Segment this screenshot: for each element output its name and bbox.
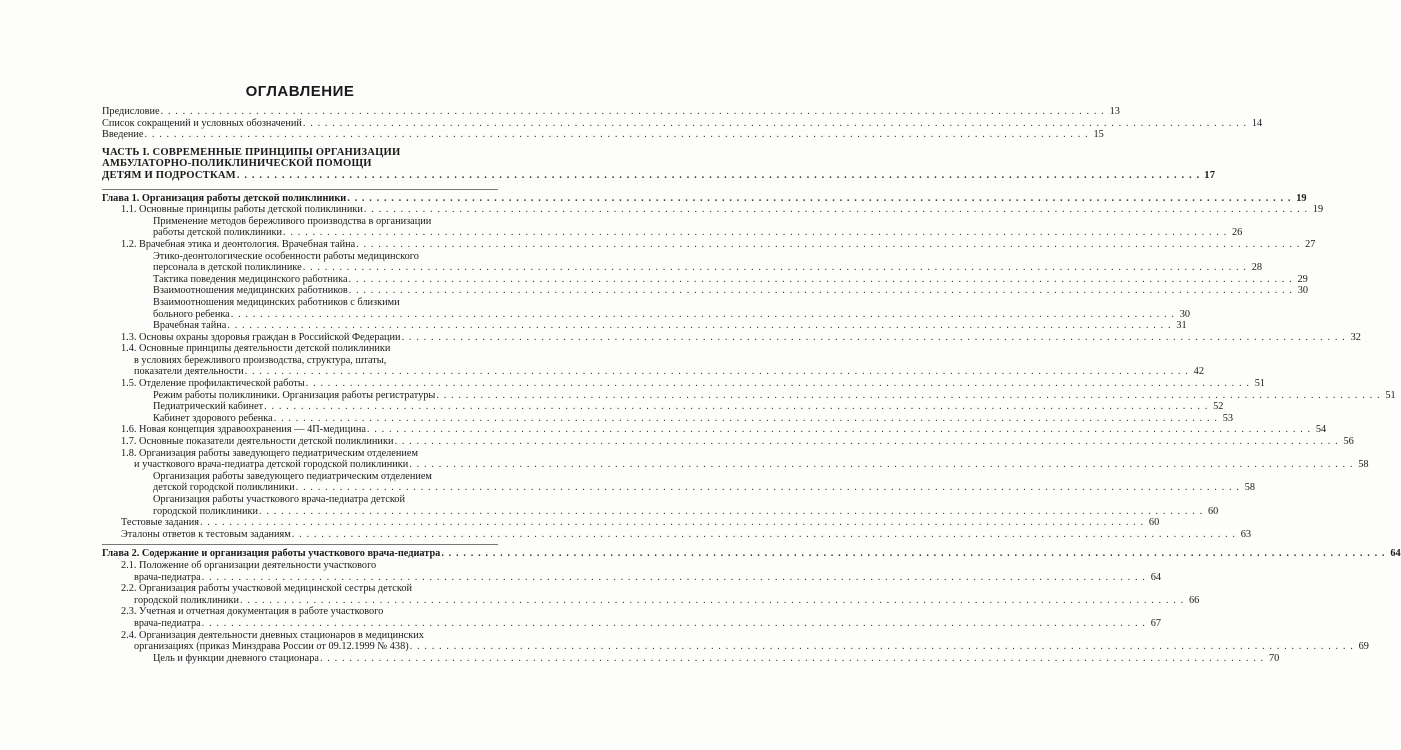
dot-leader <box>245 366 1189 378</box>
toc-page-number: 30 <box>1297 285 1308 297</box>
toc-entry[interactable] <box>102 129 1104 141</box>
toc-page-number: 31 <box>1176 320 1187 332</box>
toc-page-number: 14 <box>1251 117 1263 129</box>
toc-entry-text: работы детской поликлиники <box>153 227 283 239</box>
toc-chapter[interactable] <box>102 548 1401 560</box>
toc-entry-text: Врачебная тайна <box>153 320 227 332</box>
toc-entry[interactable] <box>102 424 1327 436</box>
dot-leader <box>349 274 1293 286</box>
toc-entry-text: Организация работы заведующего педиатрическим отделением <box>153 470 432 482</box>
toc-entry[interactable] <box>102 583 1200 606</box>
toc-entry[interactable] <box>102 528 1252 541</box>
toc-entry-text: 1.2. Врачебная этика и деонтология. Врачебная тайна <box>121 238 356 250</box>
toc-entry[interactable] <box>102 378 1266 390</box>
toc-page-number: 13 <box>1109 106 1120 117</box>
dot-leader <box>410 641 1354 653</box>
toc-entry[interactable] <box>102 606 1161 629</box>
toc-entry[interactable] <box>102 331 1361 344</box>
toc-entry[interactable] <box>102 106 1120 118</box>
toc-entry-text: Цель и функции дневного стационара <box>153 652 319 664</box>
dot-leader <box>402 332 1346 344</box>
toc-page-number: 58 <box>1358 459 1369 471</box>
toc-page-number: 17 <box>1204 169 1216 181</box>
toc-entry-text: Эталоны ответов к тестовым заданиям <box>121 528 291 540</box>
toc-entry-text: Предисловие <box>102 106 160 117</box>
toc-entry[interactable] <box>102 285 1308 297</box>
toc-page-number: 15 <box>1093 129 1104 141</box>
toc-entry-text: Список сокращений и условных обозначений <box>102 117 302 129</box>
toc-page-number: 67 <box>1150 617 1161 629</box>
toc-page-number: 29 <box>1297 273 1308 285</box>
toc-page-number: 63 <box>1240 528 1252 540</box>
toc-entry[interactable] <box>102 494 1219 517</box>
toc-chapter[interactable] <box>102 192 1307 205</box>
toc-page-number: 51 <box>1385 389 1396 401</box>
toc-page-number: 54 <box>1315 424 1327 436</box>
dot-leader <box>367 424 1311 436</box>
toc-entry[interactable] <box>102 250 1262 274</box>
dot-leader <box>274 413 1218 425</box>
toc-entry[interactable] <box>102 652 1280 665</box>
toc-entry-text: организациях (приказ Минздрава России от 09.12.1999 № 438) <box>134 641 409 653</box>
dot-leader <box>200 517 1144 529</box>
toc-entry-text: врача-педиатра <box>134 617 201 629</box>
toc-entry[interactable] <box>102 204 1324 216</box>
toc-entry[interactable] <box>102 343 1204 378</box>
dot-leader <box>349 285 1293 297</box>
toc-page-number: 32 <box>1350 331 1361 343</box>
toc-page-number: 26 <box>1232 227 1243 239</box>
toc-entry-text: 1.5. Отделение профилактической работы <box>121 378 305 390</box>
toc-entry[interactable] <box>102 412 1234 425</box>
toc-entry[interactable] <box>102 559 1161 583</box>
toc-entry-text: 1.6. Новая концепция здравоохранения — 4П-медицина <box>121 424 366 436</box>
toc-entry[interactable] <box>102 296 1191 320</box>
toc-page-number: 28 <box>1251 262 1262 274</box>
dot-leader <box>264 401 1208 413</box>
spacer <box>102 182 498 185</box>
toc-entry[interactable] <box>102 629 1369 653</box>
table-of-contents <box>102 106 1401 664</box>
toc-entry-text: 1.1. Основные принципы работы детской поликлиники <box>121 204 363 216</box>
toc-entry-text: Этико-деонтологические особенности работы медицинского <box>153 250 419 262</box>
toc-entry-text: Глава 2. Содержание и организация работы участкового врача-педиатра <box>102 548 441 560</box>
toc-entry-text: Взаимоотношения медицинских работников с близкими <box>153 296 400 308</box>
dot-leader <box>237 170 1200 182</box>
toc-entry[interactable] <box>102 273 1308 286</box>
toc-entry-text: ДЕТЯМ И ПОДРОСТКАМ <box>102 169 236 181</box>
toc-page-number: 60 <box>1207 505 1219 517</box>
toc-entry-text: ЧАСТЬ I. СОВРЕМЕННЫЕ ПРИНЦИПЫ ОРГАНИЗАЦИИ <box>102 146 401 158</box>
toc-page-number: 27 <box>1305 238 1316 250</box>
toc-page-number: 52 <box>1213 401 1224 413</box>
toc-entry-text: больного ребенка <box>153 308 230 320</box>
toc-entry-text: показатели деятельности <box>134 366 244 378</box>
chapter-divider <box>102 544 498 545</box>
toc-entry-text: Глава 1. Организация работы детской поликлиники <box>102 192 347 204</box>
page-title: ОГЛАВЛЕНИЕ <box>245 83 355 100</box>
toc-entry-text: Организация работы участкового врача-педиатра детской <box>153 494 405 505</box>
toc-page-number: 42 <box>1193 366 1204 378</box>
dot-leader <box>356 239 1300 251</box>
toc-page-number: 19 <box>1296 192 1307 204</box>
dot-leader <box>306 378 1250 390</box>
dot-leader <box>364 204 1308 216</box>
toc-entry-text: Применение методов бережливого производства в организации <box>153 215 432 227</box>
toc-entry-text: Режим работы поликлиники. Организация работы регистратуры <box>153 389 436 401</box>
dot-leader <box>436 390 1380 402</box>
toc-entry-text: Тактика поведения медицинского работника <box>153 273 348 285</box>
toc-entry-text: 1.8. Организация работы заведующего педиатрическим отделением <box>121 447 418 459</box>
toc-entry-text: Педиатрический кабинет <box>153 401 264 413</box>
toc-entry-text: 2.4. Организация деятельности дневных стационаров в медицинских <box>121 629 424 641</box>
toc-entry[interactable] <box>102 401 1224 413</box>
dot-leader <box>347 193 1291 205</box>
toc-entry[interactable] <box>102 215 1243 239</box>
toc-entry[interactable] <box>102 320 1187 332</box>
toc-entry-text: детской городской поликлиники <box>153 482 295 494</box>
toc-entry-text: Взаимоотношения медицинских работников <box>153 285 348 297</box>
dot-leader <box>296 482 1240 494</box>
dot-leader <box>292 529 1236 541</box>
toc-entry[interactable] <box>102 447 1369 471</box>
dot-leader <box>441 548 1385 560</box>
toc-entry-text: врача-педиатра <box>134 571 201 583</box>
dot-leader <box>231 309 1175 321</box>
toc-entry-text: в условиях бережливого производства, структура, штаты, <box>134 354 387 366</box>
dot-leader <box>145 129 1089 141</box>
dot-leader <box>409 459 1353 471</box>
dot-leader <box>303 262 1247 274</box>
toc-entry-text: 2.2. Организация работы участковой медицинской сестры детской <box>121 583 412 595</box>
dot-leader <box>161 106 1105 118</box>
dot-leader <box>202 572 1146 584</box>
toc-part[interactable] <box>102 146 1216 182</box>
toc-page-number: 56 <box>1343 436 1354 448</box>
toc-entry[interactable] <box>102 117 1263 130</box>
toc-entry-text: Тестовые задания <box>121 517 199 529</box>
toc-entry-text: и участкового врача-педиатра детской городской поликлиники <box>134 459 409 471</box>
toc-page-number: 66 <box>1188 594 1200 606</box>
toc-page-number: 30 <box>1179 308 1191 320</box>
dot-leader <box>283 227 1227 239</box>
dot-leader <box>227 320 1171 332</box>
toc-entry-text: Введение <box>102 129 144 141</box>
dot-leader <box>303 118 1247 130</box>
dot-leader <box>202 618 1146 630</box>
toc-page-number: 58 <box>1244 482 1255 494</box>
toc-entry[interactable] <box>102 470 1255 494</box>
toc-page-number: 19 <box>1312 204 1324 216</box>
toc-entry-text: 2.1. Положение об организации деятельности участкового <box>121 559 377 571</box>
toc-entry-text: городской поликлиники <box>134 594 239 606</box>
toc-entry[interactable] <box>102 238 1316 251</box>
toc-entry-text: АМБУЛАТОРНО-ПОЛИКЛИНИЧЕСКОЙ ПОМОЩИ <box>102 158 372 170</box>
dot-leader <box>240 595 1184 607</box>
dot-leader <box>259 506 1203 518</box>
toc-entry[interactable] <box>102 389 1396 402</box>
toc-entry[interactable] <box>102 436 1354 448</box>
toc-entry[interactable] <box>102 517 1160 529</box>
dot-leader <box>320 653 1264 665</box>
toc-page-number: 69 <box>1358 641 1369 653</box>
toc-entry-text: 2.3. Учетная и отчетная документация в работе участкового <box>121 606 384 618</box>
toc-page-number: 53 <box>1222 412 1234 424</box>
chapter-divider <box>102 189 498 190</box>
toc-page-number: 70 <box>1268 652 1280 664</box>
toc-entry-text: Кабинет здорового ребенка <box>153 412 273 424</box>
toc-page-number: 51 <box>1254 378 1266 390</box>
toc-entry-text: 1.4. Основные принципы деятельности детской поликлиники <box>121 343 391 355</box>
dot-leader <box>394 436 1338 448</box>
toc-entry-text: 1.7. Основные показатели деятельности детской поликлиники <box>121 436 394 448</box>
toc-entry-text: городской поликлиники <box>153 505 258 517</box>
toc-page-number: 60 <box>1148 517 1160 529</box>
toc-entry-text: 1.3. Основы охраны здоровья граждан в Российской Федерации <box>121 331 401 343</box>
toc-page-number: 64 <box>1150 571 1161 583</box>
toc-page-number: 64 <box>1390 548 1401 560</box>
toc-entry-text: персонала в детской поликлинике <box>153 262 302 274</box>
